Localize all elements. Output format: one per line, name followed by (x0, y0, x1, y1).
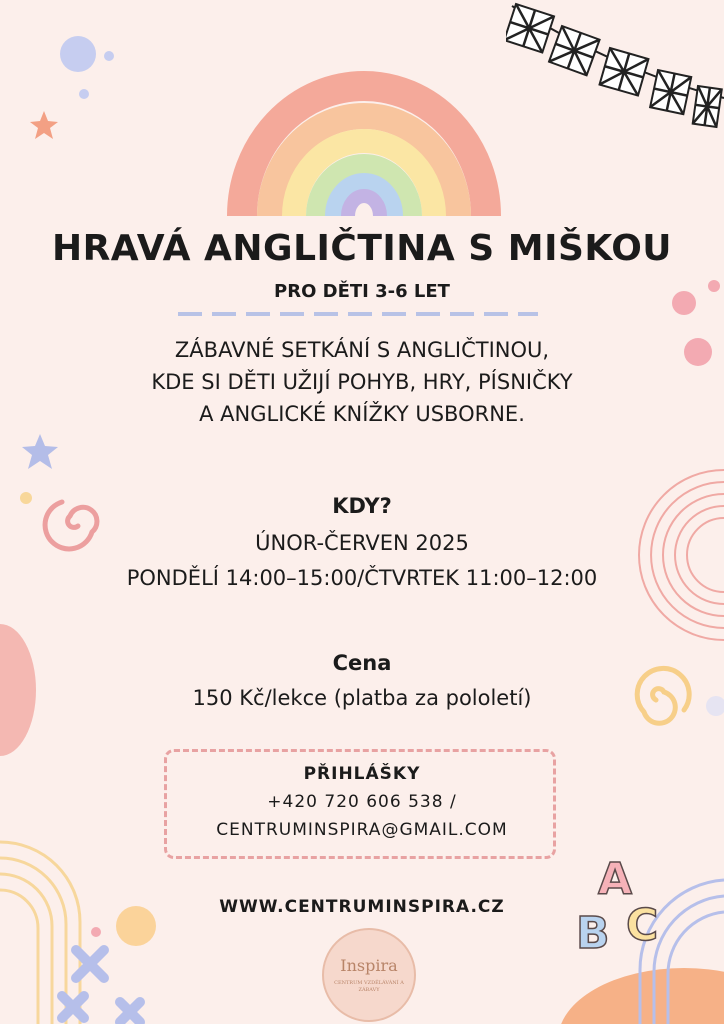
decor-dot (60, 36, 96, 72)
letter-c: C (626, 900, 659, 951)
decor-dot (104, 51, 114, 61)
inspira-logo (322, 928, 416, 1022)
poster-title: HRAVÁ ANGLIČTINA S MIŠKOU (51, 228, 673, 269)
dashed-divider (178, 312, 538, 316)
when-heading: KDY? (332, 494, 392, 518)
uk-flag-icon (600, 48, 649, 96)
letter-b: B (576, 908, 610, 958)
poster-subtitle: PRO DĚTI 3-6 LET (274, 281, 450, 302)
logo-tagline: CENTRUM VZDĚLÁVÁNÍ A ZÁBAVY (334, 980, 404, 993)
decor-dot (91, 927, 101, 937)
rainbow-illustration (214, 28, 514, 218)
intro-line: ZÁBAVNÉ SETKÁNÍ S ANGLIČTINOU, (174, 338, 550, 362)
uk-flag-icon (549, 26, 600, 75)
price-value: 150 Kč/lekce (platba za pololetí) (192, 686, 532, 710)
price-heading: Cena (332, 651, 392, 675)
registration-phone[interactable]: +420 720 606 538 / (267, 792, 457, 812)
uk-flag-icon (693, 86, 722, 127)
flag-bunting (506, 0, 724, 140)
star-icon (30, 111, 58, 139)
star-icon (22, 434, 58, 469)
letter-a: A (598, 854, 633, 905)
registration-heading: PŘIHLÁŠKY (303, 764, 421, 784)
logo-name: Inspira (340, 956, 398, 975)
website-link[interactable]: WWW.CENTRUMINSPIRA.CZ (219, 897, 505, 917)
uk-flag-icon (650, 70, 691, 114)
intro-line: KDE SI DĚTI UŽIJÍ POHYB, HRY, PÍSNIČKY (151, 370, 573, 394)
intro-line: A ANGLICKÉ KNÍŽKY USBORNE. (199, 402, 525, 426)
decor-dot (79, 89, 89, 99)
when-schedule: PONDĚLÍ 14:00–15:00/ČTVRTEK 11:00–12:00 (126, 566, 598, 590)
registration-email[interactable]: CENTRUMINSPIRA@GMAIL.COM (216, 820, 508, 840)
decor-crosses (62, 950, 140, 1022)
uk-flag-icon (506, 4, 554, 53)
when-period: ÚNOR-ČERVEN 2025 (255, 531, 469, 555)
